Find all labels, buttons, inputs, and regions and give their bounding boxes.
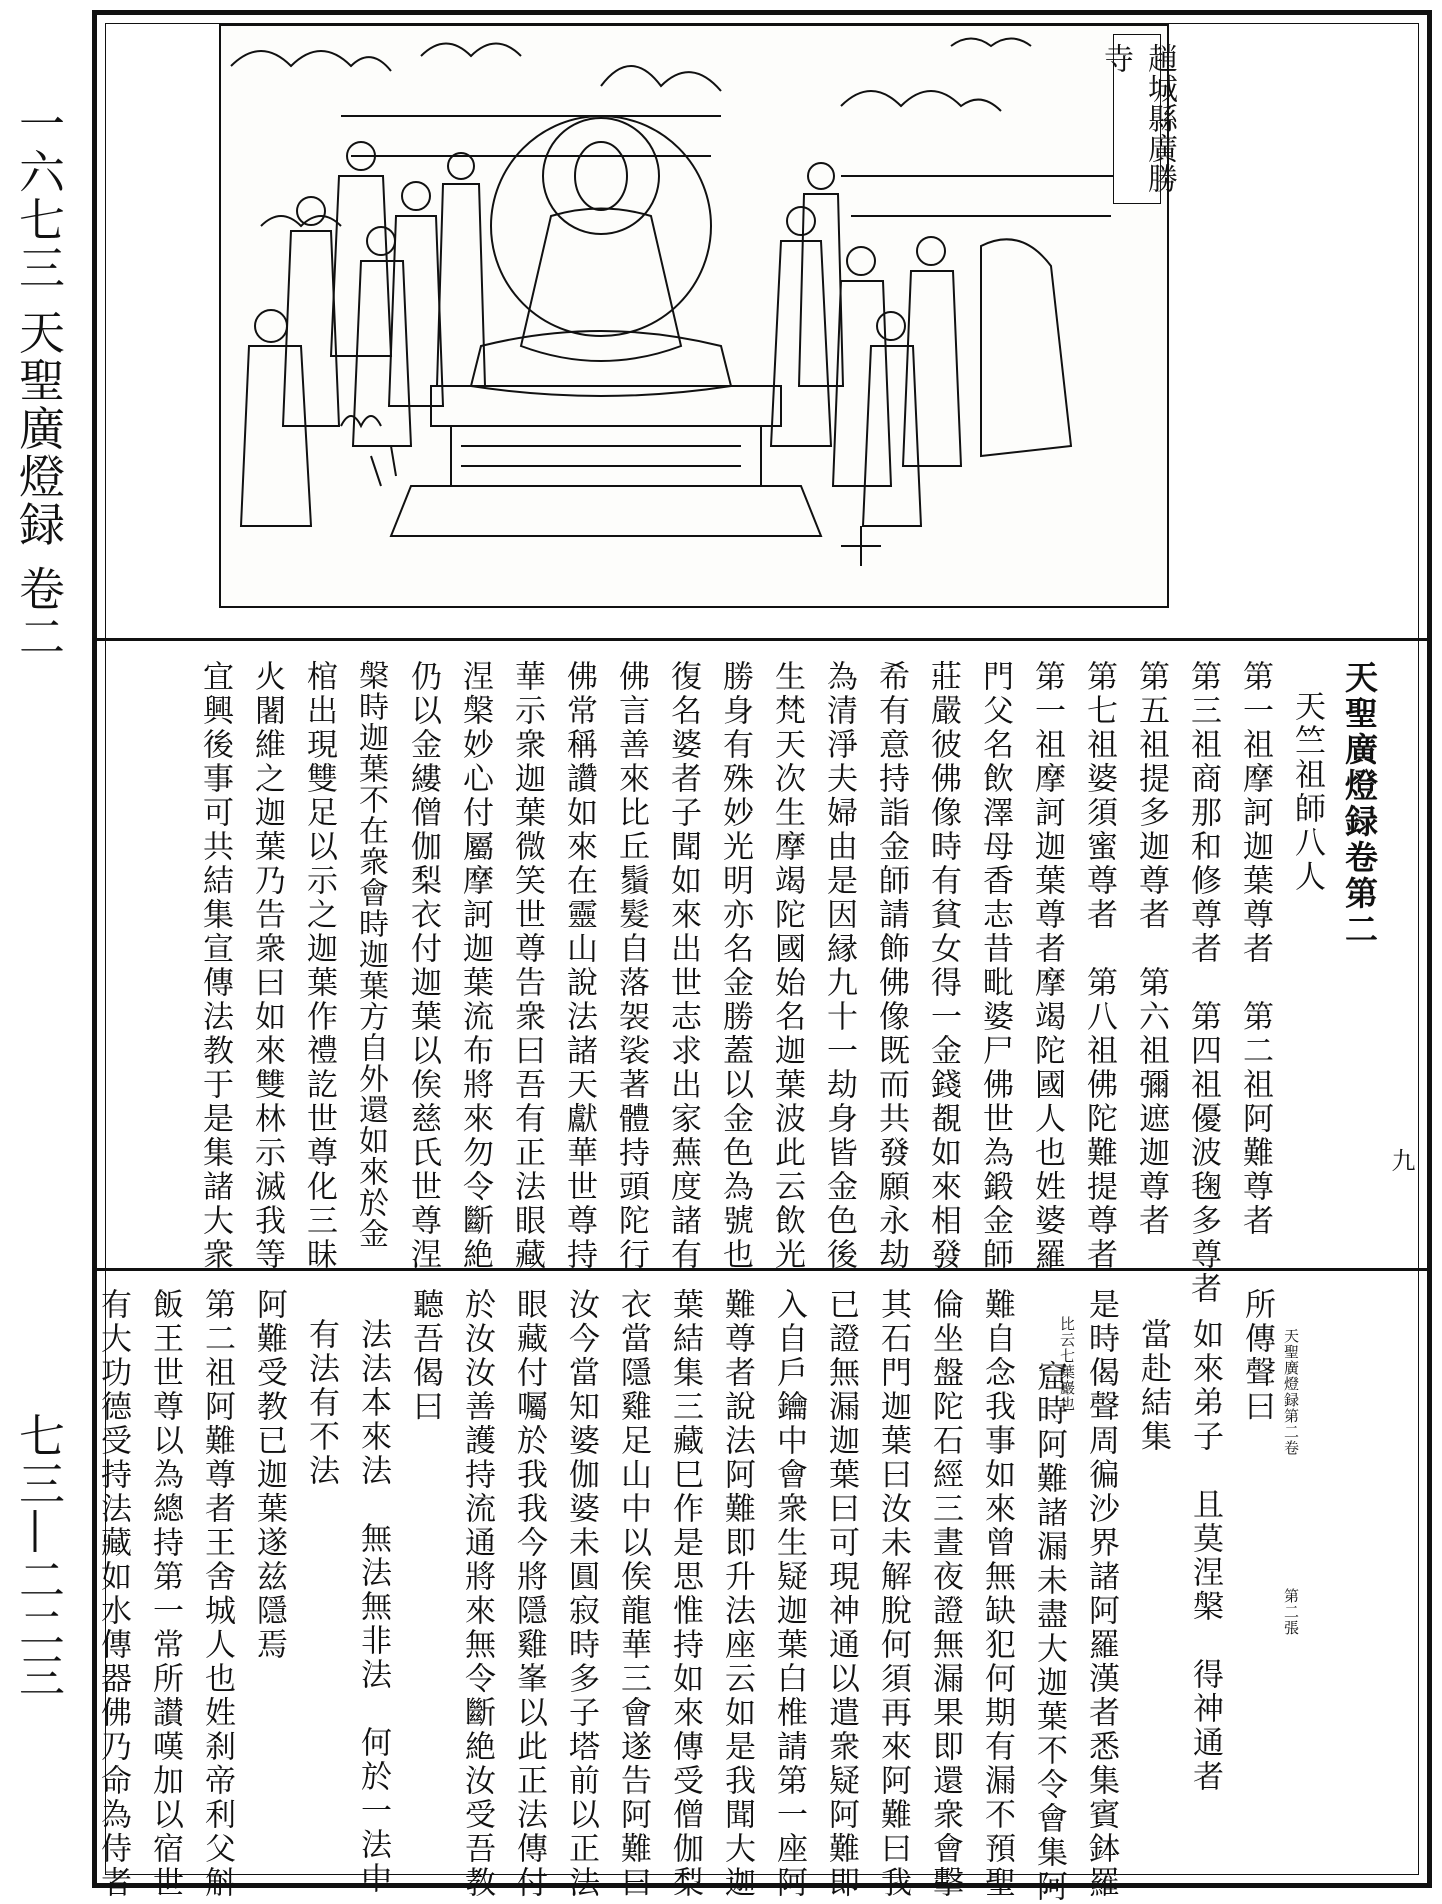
temple-label: 趙城縣廣勝寺 [1113,34,1161,204]
text-column: 所傳聲曰 [1239,1288,1275,1424]
text-column: 復名婆者子聞如來出世志求出家蕪度諸有 [665,660,701,1272]
text-column: 其石門迦葉曰汝未解脫何須再來阿難曰我 [875,1288,911,1900]
text-column: 希有意持詣金師請飾佛像既而共發願永劫 [873,660,909,1272]
text-column: 莊嚴彼佛像時有貧女得一金錢覩如來相發 [925,660,961,1272]
text-column: 聽吾偈曰 [407,1288,443,1424]
text-column: 難尊者說法阿難即升法座云如是我聞大迦 [719,1288,755,1900]
text-column: 阿難受教已迦葉遂兹隱焉 [251,1288,287,1662]
buddha-illustration [219,24,1177,608]
text-column: 第五祖提多迦尊者 第六祖彌遮迦尊者 [1133,660,1169,1238]
text-column: 入自戶鑰中會衆生疑迦葉白椎請第一座阿 [771,1288,807,1900]
text-column: 華示衆迦葉微笑世尊告衆曰吾有正法眼藏 [509,660,545,1272]
running-header-title: 天聖廣燈録第二卷 [1282,1328,1300,1456]
text-column: 棺出現雙足以示之迦葉作禮訖世尊化三昧 [301,660,337,1272]
text-column: 倫坐盤陀石經三晝夜證無漏果即還衆會擊 [927,1288,963,1900]
text-column: 天聖廣燈録卷第二 [1340,660,1379,948]
woodblock-print-image [221,26,1167,606]
text-section-3 [95,1268,1415,1904]
text-column: 當赴結集 [1135,1318,1171,1454]
text-column: 第一祖摩訶迦葉尊者摩竭陀國人也姓婆羅 [1029,660,1065,1272]
text-column: 難自念我事如來曾無缺犯何期有漏不預聖 [979,1288,1015,1900]
text-column: 於汝汝善護持流通將來無令斷絶汝受吾教 [459,1288,495,1900]
text-column: 佛言善來比丘鬚髮自落袈裟著體持頭陀行 [613,660,649,1272]
text-column: 佛常稱讚如來在靈山說法諸天獻華世尊持 [561,660,597,1272]
text-column: 為清淨夫婦由是因縁九十一劫身皆金色後 [821,660,857,1272]
text-column: 已證無漏迦葉曰可現神通以遣衆疑阿難即 [823,1288,859,1900]
text-column: 有大功德受持法藏如水傳器佛乃命為侍者 [95,1288,131,1900]
interlinear-note: 比云七葉巖也 [1058,1316,1076,1412]
page-number: 九 [1387,1148,1415,1175]
text-column: 涅槃妙心付屬摩訶迦葉流布將來勿令斷絶 [457,660,493,1272]
text-column: 火闍維之迦葉乃告衆曰如來雙林示滅我等 [249,660,285,1272]
text-column: 汝今當知婆伽婆未圓寂時多子塔前以正法 [563,1288,599,1900]
text-column: 槃時迦葉不在衆會時迦葉方自外還如來於金 [353,660,388,1249]
running-header-sheet: 第二張 [1282,1588,1300,1636]
margin-page-number: 七三—二二三 [12,1412,66,1700]
text-column: 門父名飲澤母香志昔毗婆尸佛世為鍛金師 [977,660,1013,1272]
text-column: 是時偈聲周徧沙界諸阿羅漢者悉集賓鉢羅 [1083,1288,1119,1900]
text-section-2 [105,640,1415,1306]
text-column: 窟時阿難諸漏未盡大迦葉不令會集阿 [1031,1360,1067,1904]
text-column: 天竺祖師八人 [1289,690,1325,894]
text-column: 第二祖阿難尊者王舍城人也姓刹帝利父斛 [199,1288,235,1900]
text-column: 第三祖商那和修尊者 第四祖優波毱多尊者 [1185,660,1221,1306]
text-column: 第七祖婆須蜜尊者 第八祖佛陀難提尊者 [1081,660,1117,1272]
text-column: 飯王世尊以為總持第一常所讃嘆加以宿世 [147,1288,183,1900]
text-column: 如來弟子 且莫涅槃 得神通者 [1187,1318,1223,1794]
text-column: 有法有不法 [303,1318,339,1488]
text-column: 葉結集三藏巳作是思惟持如來傳受僧伽梨 [667,1288,703,1900]
text-column: 第一祖摩訶迦葉尊者 第二祖阿難尊者 [1237,660,1273,1238]
text-column: 勝身有殊妙光明亦名金勝蓋以金色為號也 [717,660,753,1272]
text-column: 生梵天次生摩竭陀國始名迦葉波此云飲光 [769,660,805,1272]
text-column: 眼藏付囑於我我今將隱雞峯以此正法傳付 [511,1288,547,1900]
text-column: 宜興後事可共結集宣傳法教于是集諸大衆 [197,660,233,1272]
text-column: 仍以金縷僧伽梨衣付迦葉以俟慈氏世尊涅 [405,660,441,1272]
text-column: 法法本來法 無法無非法 何於一法中 [355,1318,391,1896]
text-column: 衣當隱雞足山中以俟龍華三會遂告阿難曰 [615,1288,651,1900]
margin-volume-title: 一六七三 天聖廣燈録 卷二 [12,100,66,662]
